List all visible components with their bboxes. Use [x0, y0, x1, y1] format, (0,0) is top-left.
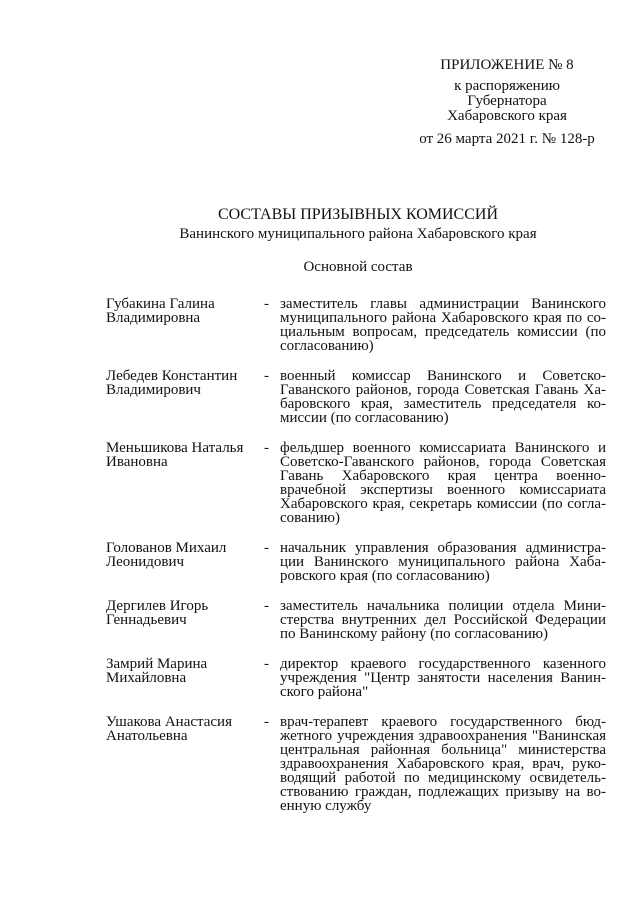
- member-name-line: Леонидович: [106, 554, 185, 570]
- member-name-line: Геннадьевич: [106, 612, 187, 628]
- member-role-line: центральная районная больница" министерства: [280, 742, 606, 758]
- appendix-line-governor: Губернатора: [467, 93, 547, 109]
- member-name: [106, 369, 264, 397]
- member-role-line: баровского края, заместитель председателя ко-: [280, 396, 606, 412]
- member-role: [280, 297, 606, 353]
- member-role-line: миссии (по согласованию): [280, 410, 449, 426]
- member-role-line: Гаванского районов, города Советская Гавань Ха-: [280, 382, 606, 398]
- member-dash: -: [264, 714, 269, 730]
- member-row: [106, 541, 606, 583]
- member-role-line: муниципального района Хабаровского края по со-: [280, 310, 606, 326]
- member-role-line: ствованию граждан, подлежащих призыву на во-: [280, 784, 606, 800]
- member-role-line: заместитель главы администрации Ванинского: [280, 296, 606, 312]
- member-name: [106, 441, 264, 469]
- member-role-line: учреждения "Центр занятости населения Ванин-: [280, 670, 606, 686]
- member-name: [106, 715, 264, 743]
- member-role-line: стерства внутренних дел Российской Федерации: [280, 612, 606, 628]
- member-name: [106, 657, 264, 685]
- member-name: [106, 297, 264, 325]
- member-name-line: Михайловна: [106, 670, 187, 686]
- member-role-line: ского района": [280, 684, 369, 700]
- member-role: [280, 541, 606, 583]
- member-role-line: сованию): [280, 510, 340, 526]
- appendix-block: [382, 58, 632, 147]
- member-role-line: начальник управления образования администра-: [280, 540, 606, 556]
- member-role-line: Хабаровского края, секретарь комиссии (по согла-: [280, 496, 606, 512]
- member-dash: -: [264, 656, 269, 672]
- member-role-line: Гавань Хабаровского края центра военно-: [280, 468, 606, 484]
- member-name: [106, 599, 264, 627]
- member-name-line: Ивановна: [106, 454, 168, 470]
- appendix-line-region: Хабаровского края: [447, 108, 567, 124]
- member-name-line: Дергилев Игорь: [106, 598, 209, 614]
- member-role-line: жетного учреждения здравоохранения "Ванинская: [280, 728, 606, 744]
- document-title: СОСТАВЫ ПРИЗЫВНЫХ КОМИССИЙ: [217, 206, 499, 223]
- member-role: [280, 715, 606, 813]
- member-role-line: фельдшер военного комиссариата Ванинского и: [280, 440, 606, 456]
- member-role-line: врачебной экспертизы военного комиссариата: [280, 482, 606, 498]
- member-role-line: ции Ванинского муниципального района Хаба-: [280, 554, 606, 570]
- member-name-line: Владимировна: [106, 310, 201, 326]
- member-role: [280, 599, 606, 641]
- member-role-line: енную службу: [280, 798, 372, 814]
- appendix-title: ПРИЛОЖЕНИЕ № 8: [440, 57, 574, 73]
- member-row: [106, 715, 606, 813]
- member-role-line: водящий работой по медицинскому освидетель-: [280, 770, 606, 786]
- member-role-line: здравоохранения Хабаровского края, врач, руко-: [280, 756, 606, 772]
- section-title: Основной состав: [303, 259, 413, 275]
- appendix-line-order: к распоряжению: [454, 78, 560, 94]
- member-dash: -: [264, 440, 269, 456]
- member-name-line: Владимирович: [106, 382, 201, 398]
- member-name-line: Ушакова Анастасия: [106, 714, 232, 730]
- member-name: [106, 541, 264, 569]
- member-row: [106, 599, 606, 641]
- member-name-line: Лебедев Константин: [106, 368, 238, 384]
- member-role-line: Советско-Гаванского районов, города Советская: [280, 454, 606, 470]
- appendix-date: от 26 марта 2021 г. № 128-р: [419, 131, 595, 147]
- member-row: [106, 369, 606, 425]
- member-row: [106, 297, 606, 353]
- member-role-line: циальным вопросам, председатель комиссии (по: [280, 324, 606, 340]
- member-name-line: Голованов Михаил: [106, 540, 227, 556]
- member-dash: -: [264, 368, 269, 384]
- member-role-line: директор краевого государственного казенного: [280, 656, 606, 672]
- document-subtitle: Ванинского муниципального района Хабаровского края: [179, 226, 537, 242]
- member-name-line: Губакина Галина: [106, 296, 215, 312]
- member-role: [280, 657, 606, 699]
- member-role-line: врач-терапевт краевого государственного бюд-: [280, 714, 606, 730]
- member-dash: -: [264, 598, 269, 614]
- member-dash: -: [264, 296, 269, 312]
- member-role-line: заместитель начальника полиции отдела Мини-: [280, 598, 606, 614]
- member-role-line: военный комиссар Ванинского и Советско-: [280, 368, 606, 384]
- member-role-line: по Ванинскому району (по согласованию): [280, 626, 549, 642]
- member-dash: -: [264, 540, 269, 556]
- members-list: [106, 297, 606, 829]
- member-role: [280, 369, 606, 425]
- member-row: [106, 657, 606, 699]
- member-name-line: Меньшикова Наталья: [106, 440, 244, 456]
- member-row: [106, 441, 606, 525]
- member-name-line: Анатольевна: [106, 728, 188, 744]
- member-role-line: согласованию): [280, 338, 374, 354]
- member-role-line: ровского края (по согласованию): [280, 568, 490, 584]
- member-name-line: Замрий Марина: [106, 656, 208, 672]
- member-role: [280, 441, 606, 525]
